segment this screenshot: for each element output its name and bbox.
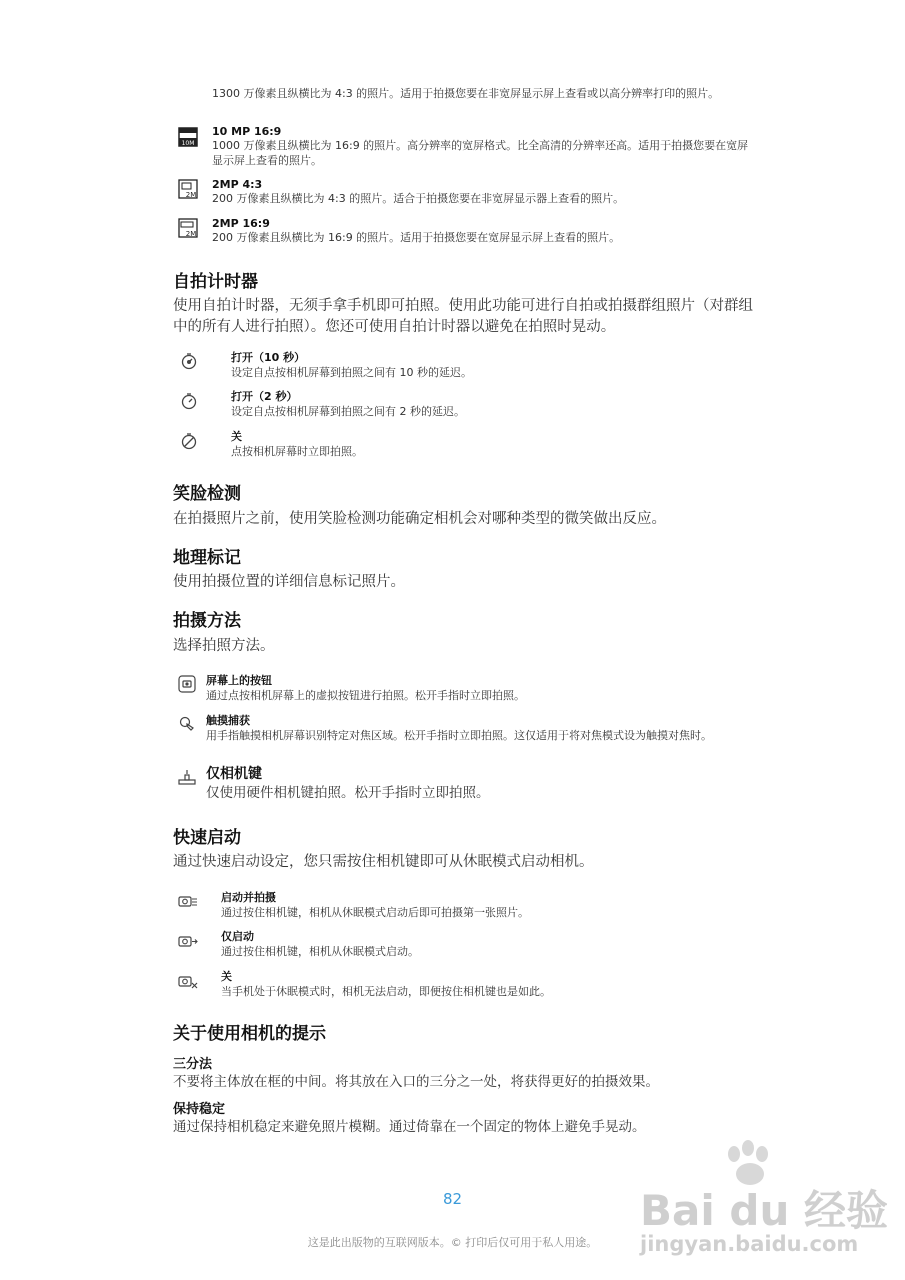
- resolution-10mp-desc: 1000 万像素且纵横比为 16:9 的照片。高分辨率的宽屏格式。比全高清的分辨率还高。适用于拍摄您要在宽屏显示屏上查看的照片。: [212, 139, 749, 167]
- timer-2s-icon: [180, 392, 200, 412]
- timer-2s-desc: 设定自点按相机屏幕到拍照之间有 2 秒的延迟。: [231, 405, 465, 418]
- launch-only-desc: 通过按住相机键，相机从休眠模式启动。: [221, 945, 419, 958]
- timer-2s-title: 打开（2 秒）: [231, 390, 298, 403]
- capture-body: 选择拍照方法。: [173, 638, 275, 654]
- timer-10s-desc: 设定自点按相机屏幕到拍照之间有 10 秒的延迟。: [231, 366, 472, 379]
- self-timer-heading: 自拍计时器: [173, 272, 258, 292]
- baidu-watermark: [630, 1140, 890, 1260]
- resolution-10mp-title: 10 MP 16:9: [212, 125, 282, 138]
- 10mp-icon-label: 10M: [181, 140, 195, 147]
- capture-heading: 拍摄方法: [173, 611, 241, 631]
- onscreen-button-title: 屏幕上的按钮: [206, 674, 272, 687]
- timer-off-icon: [180, 432, 200, 452]
- smile-heading: 笑脸检测: [173, 484, 241, 504]
- camera-key-icon: [177, 767, 197, 787]
- page-number: 82: [443, 1190, 463, 1208]
- tip-thirds-title: 三分法: [173, 1057, 213, 1072]
- quick-off-icon: [178, 972, 198, 992]
- geotag-body: 使用拍摄位置的详细信息标记照片。: [173, 574, 405, 590]
- timer-10s-icon: [180, 352, 200, 372]
- onscreen-button-icon: [178, 675, 198, 695]
- quick-heading: 快速启动: [173, 828, 241, 848]
- self-timer-body: 使用自拍计时器，无须手拿手机即可拍照。使用此功能可进行自拍或拍摄群组照片（对群组中的所有人进行拍照）。您还可使用自拍计时器以避免在拍照时晃动。: [173, 298, 753, 335]
- timer-10s-title: 打开（10 秒）: [231, 351, 306, 364]
- 2mp-16-9-icon-label: 2M: [185, 230, 197, 238]
- camera-key-title: 仅相机键: [206, 766, 262, 782]
- launch-only-title: 仅启动: [221, 930, 254, 943]
- touch-capture-icon: [178, 715, 198, 735]
- camera-key-desc: 仅使用硬件相机键拍照。松开手指时立即拍照。: [206, 785, 490, 801]
- smile-body: 在拍摄照片之前，使用笑脸检测功能确定相机会对哪种类型的微笑做出反应。: [173, 511, 666, 527]
- 2mp-4-3-icon-label: 2M: [185, 191, 197, 199]
- launch-and-capture-title: 启动并拍摄: [221, 891, 276, 904]
- tip-steady-title: 保持稳定: [173, 1102, 226, 1117]
- resolution-2mp43-desc: 200 万像素且纵横比为 4:3 的照片。适合于拍摄您要在非宽屏显示器上查看的照片。: [212, 192, 625, 205]
- launch-and-capture-desc: 通过按住相机键，相机从休眠模式启动后即可拍摄第一张照片。: [221, 906, 529, 919]
- quick-body: 通过快速启动设定，您只需按住相机键即可从休眠模式启动相机。: [173, 854, 594, 870]
- tip-steady-desc: 通过保持相机稳定来避免照片模糊。通过倚靠在一个固定的物体上避免手晃动。: [173, 1119, 646, 1135]
- launch-and-capture-icon: [178, 892, 198, 912]
- timer-off-desc: 点按相机屏幕时立即拍照。: [231, 445, 363, 458]
- quick-off-desc: 当手机处于休眠模式时，相机无法启动，即便按住相机键也是如此。: [221, 985, 551, 998]
- 10mp-icon: [178, 127, 198, 147]
- quick-off-title: 关: [221, 970, 232, 983]
- timer-off-title: 关: [231, 430, 242, 443]
- touch-capture-desc: 用手指触摸相机屏幕识别特定对焦区域。松开手指时立即拍照。这仅适用于将对焦模式设为触摸对焦时。: [206, 729, 712, 742]
- resolution-13mp-desc: 1300 万像素且纵横比为 4:3 的照片。适用于拍摄您要在非宽屏显示屏上查看或以高分辨率打印的照片。: [212, 87, 720, 100]
- watermark-brand: Bai du 经验: [640, 1186, 888, 1235]
- resolution-2mp169-desc: 200 万像素且纵横比为 16:9 的照片。适用于拍摄您要在宽屏显示屏上查看的照片。: [212, 231, 621, 244]
- touch-capture-title: 触摸捕获: [206, 714, 250, 727]
- tip-thirds-desc: 不要将主体放在框的中间。将其放在入口的三分之一处，将获得更好的拍摄效果。: [173, 1074, 659, 1090]
- geotag-heading: 地理标记: [173, 548, 241, 568]
- 2mp-4-3-icon: [178, 179, 198, 199]
- resolution-2mp169-title: 2MP 16:9: [212, 217, 270, 230]
- watermark-url: jingyan.baidu.com: [640, 1232, 859, 1256]
- footer-copyright: 这是此出版物的互联网版本。© 打印后仅可用于私人用途。: [307, 1236, 598, 1249]
- onscreen-button-desc: 通过点按相机屏幕上的虚拟按钮进行拍照。松开手指时立即拍照。: [206, 689, 525, 702]
- resolution-2mp43-title: 2MP 4:3: [212, 178, 263, 191]
- launch-only-icon: [178, 932, 198, 952]
- tips-heading: 关于使用相机的提示: [173, 1024, 326, 1044]
- 2mp-16-9-icon: [178, 218, 198, 238]
